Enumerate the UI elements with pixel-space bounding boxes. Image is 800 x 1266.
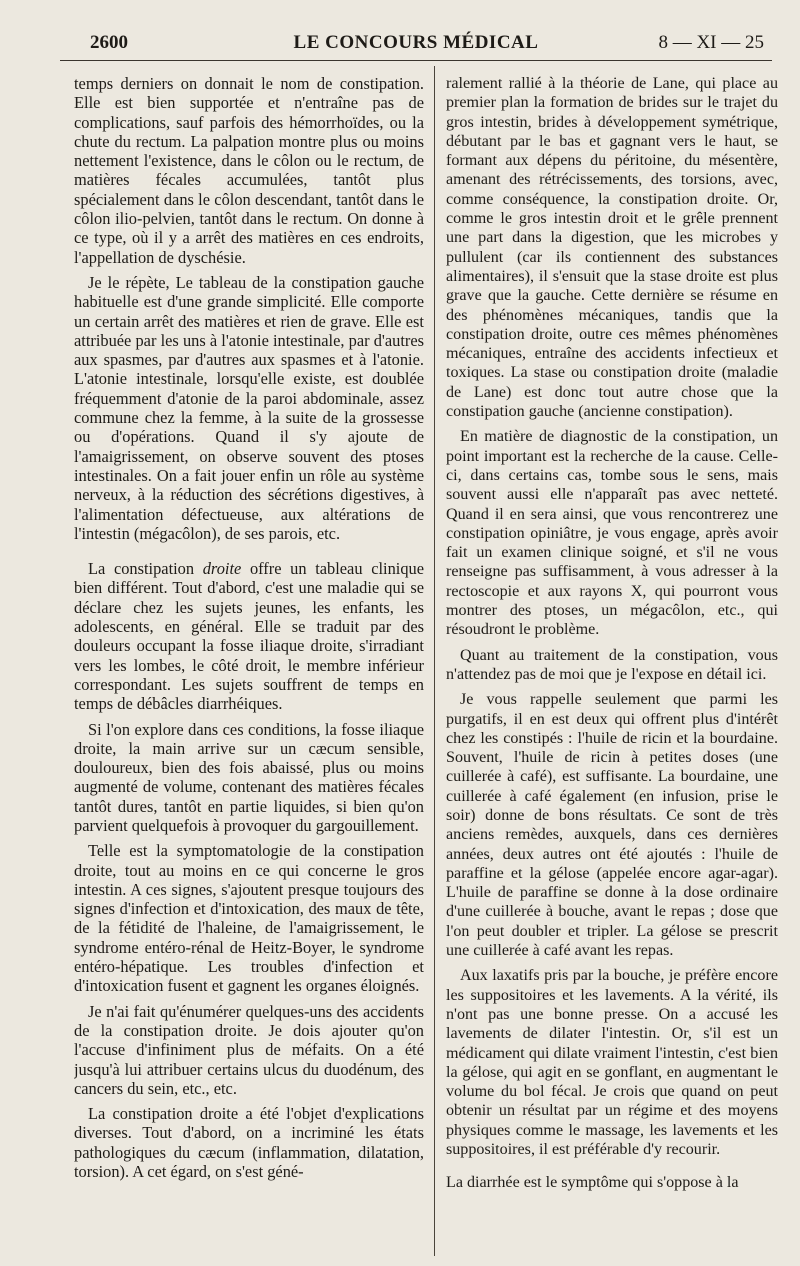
text-run: La constipation <box>88 559 203 579</box>
paragraph: La constipation droite a été l'objet d'explications diverses. Tout d'abord, on a incriminé les états pathologiques du cæcum (inflammation, dilatation, torsion). A cet égard, on s'est géné- <box>74 1104 424 1182</box>
column-divider <box>434 66 435 1256</box>
paragraph: temps derniers on donnait le nom de constipation. Elle est bien supportée et n'entraîne pas de complications, sauf parfois des hémorrhoïdes, ou la chute du rectum. La palpation montre plus ou moins nettement l'existence, dans le côlon ou le rectum, de matières fécales accumulées, tantôt plus spécialement dans le côlon descendant, tantôt dans le côlon ilio-pelvien, tantôt dans le rectum. On donne à ce type, où il y a arrêt des matières en ces endroits, l'appellation de dyschésie. <box>74 74 424 267</box>
journal-title: LE CONCOURS MÉDICAL <box>293 32 539 53</box>
paragraph: En matière de diagnostic de la constipation, un point important est la recherche de la cause. Celle-ci, dans certains cas, tombe sous le sens, mais souvent aussi elle n'apparaît pas avec netteté. Quand il en sera ainsi, que vous rencontrerez une constipation opiniâtre, je vous engage, après avoir fait un examen clinique soigné, et s'il ne vous renseigne pas suffisamment, à vous adresser à la rectoscopie et aux rayons X, qui pourront vous montrer des ptoses, un mégacôlon, etc., qui résoudront le problème. <box>446 428 778 639</box>
paragraph: La diarrhée est le symptôme qui s'oppose à la <box>446 1174 739 1192</box>
page-number: 2600 <box>90 32 128 53</box>
paragraph: Je le répète, Le tableau de la constipation gauche habituelle est d'une grande simplicité. Elle comporte un certain arrêt des matières et rien de grave. Elle est attribuée par les uns à l'atonie intestinale, par d'autres aux spasmes, par d'autres aux spasmes et à l'atonie. L'atonie intestinale, lorsqu'elle existe, est doublée fréquemment d'atonie de la paroi abdominale, assez commune chez la femme, à la suite de la grossesse ou d'opérations. Quand il s'y ajoute de l'amaigrissement, on observe souvent des ptoses intestinales. On a fait jouer enfin un rôle au système nerveux, à la réduction des sécrétions digestives, à l'alimentation défectueuse, aux altérations de l'intestin (mégacôlon), de ses parois, etc. <box>74 272 424 543</box>
paragraph: ralement rallié à la théorie de Lane, qui place au premier plan la formation de brides sur le trajet du gros intestin, brides à développement symétrique, débutant par le bas et gagnant vers le haut, se formant aux dépens du péritoine, du mésentère, amenant des rétrécissements, des torsions, avec, comme conséquence, la constipation droite. Or, comme le gros intestin droit et le grêle prennent une part dans la digestion, que les microbes y pullulent (car ils contiennent des substances alimentaires), il s'ensuit que la stase droite est plus grave que la gauche. Cette dernière se résume en des phénomènes mécaniques, tandis que la constipation droite, outre ces mêmes phénomènes mécaniques, entraîne des accidents infectieux et toxiques. La stase ou constipation droite (maladie de Lane) est donc tout autre chose que la constipation gauche (ancienne constipation). <box>446 75 778 421</box>
paragraph <box>74 559 424 713</box>
paragraph: Quant au traitement de la constipation, vous n'attendez pas de moi que je l'expose en détail ici. <box>446 646 778 683</box>
right-column <box>446 74 778 1249</box>
paragraph: Aux laxatifs pris par la bouche, je préfère encore les suppositoires et les lavements. A la vérité, ils n'ont pas une bonne presse. On a accusé les lavements de dilater l'intestin. Or, s'il est un médicament qui dilate vraiment l'intestin, c'est bien la gélose, qui agit en se gonflant, en augmentant le volume du bol fécal. Je crois que quand on peut obtenir un résultat par un régime et des moyens physiques comme le massage, les lavements et les suppositoires, il est préférable d'y recourir. <box>446 967 778 1159</box>
page-header <box>60 30 772 61</box>
paragraph: Si l'on explore dans ces conditions, la fosse iliaque droite, la main arrive sur un cæcum sensible, douloureux, bien des fois abaissé, plus ou moins augmenté de volume, contenant des matières fécales tantôt dures, tantôt en partie liquides, si bien qu'on parvient quelquefois à provoquer du gargouillement. <box>74 719 424 835</box>
text-run: offre un tableau clinique bien différent. Tout d'abord, c'est une maladie qui se déclare chez les sujets jeunes, les enfants, les adolescents, en général. Elle se traduit par des douleurs occupant la fosse iliaque droite, s'irradiant vers les lombes, le côté droit, le membre inférieur correspondant. Les sujets souffrent de temps en temps de débâcles diarrhéiques. <box>74 559 424 714</box>
issue-date: 8 — XI — 25 <box>658 32 764 53</box>
paragraph: Je n'ai fait qu'énumérer quelques-uns des accidents de la constipation droite. Je dois ajouter qu'on l'accuse d'infiniment plus de méfaits. On a été jusqu'à lui attribuer certains ulcus du duodénum, des cancers du sein, etc., etc. <box>74 1001 424 1098</box>
left-column <box>74 74 424 1249</box>
paragraph: Telle est la symptomatologie de la constipation droite, tout au moins en ce qui concerne le gros intestin. A ces signes, s'ajoutent presque toujours des signes d'infection et d'intoxication, des maux de tête, de la fétidité de l'haleine, de l'amaigrissement, le syndrome entéro-rénal de Heitz-Boyer, le syndrome entéro-hépatique. Les troubles d'infection et d'intoxication fusent et gagnent les organes éloignés. <box>74 841 424 996</box>
italic-term: droite <box>202 559 242 579</box>
paragraph: Je vous rappelle seulement que parmi les purgatifs, il en est deux qui offrent plus d'intérêt chez les constipés : l'huile de ricin et la bourdaine. Souvent, l'huile de ricin à petites doses (une cuillerée à café), est suffisante. La bourdaine, une cuillerée à café également (en infusion, prise le soir) donne de bons résultats. Ce sont de très anciens remèdes, auxquels, dans ces dernières années, deux autres ont été ajoutés : l'huile de paraffine et la gélose (appelée encore agar-agar). L'huile de paraffine se donne à la dose ordinaire d'une cuillerée à bouche, avant le repas ; dose que l'on peut doubler et tripler. La gélose se prescrit une cuillerée à café avant les repas. <box>446 691 778 960</box>
